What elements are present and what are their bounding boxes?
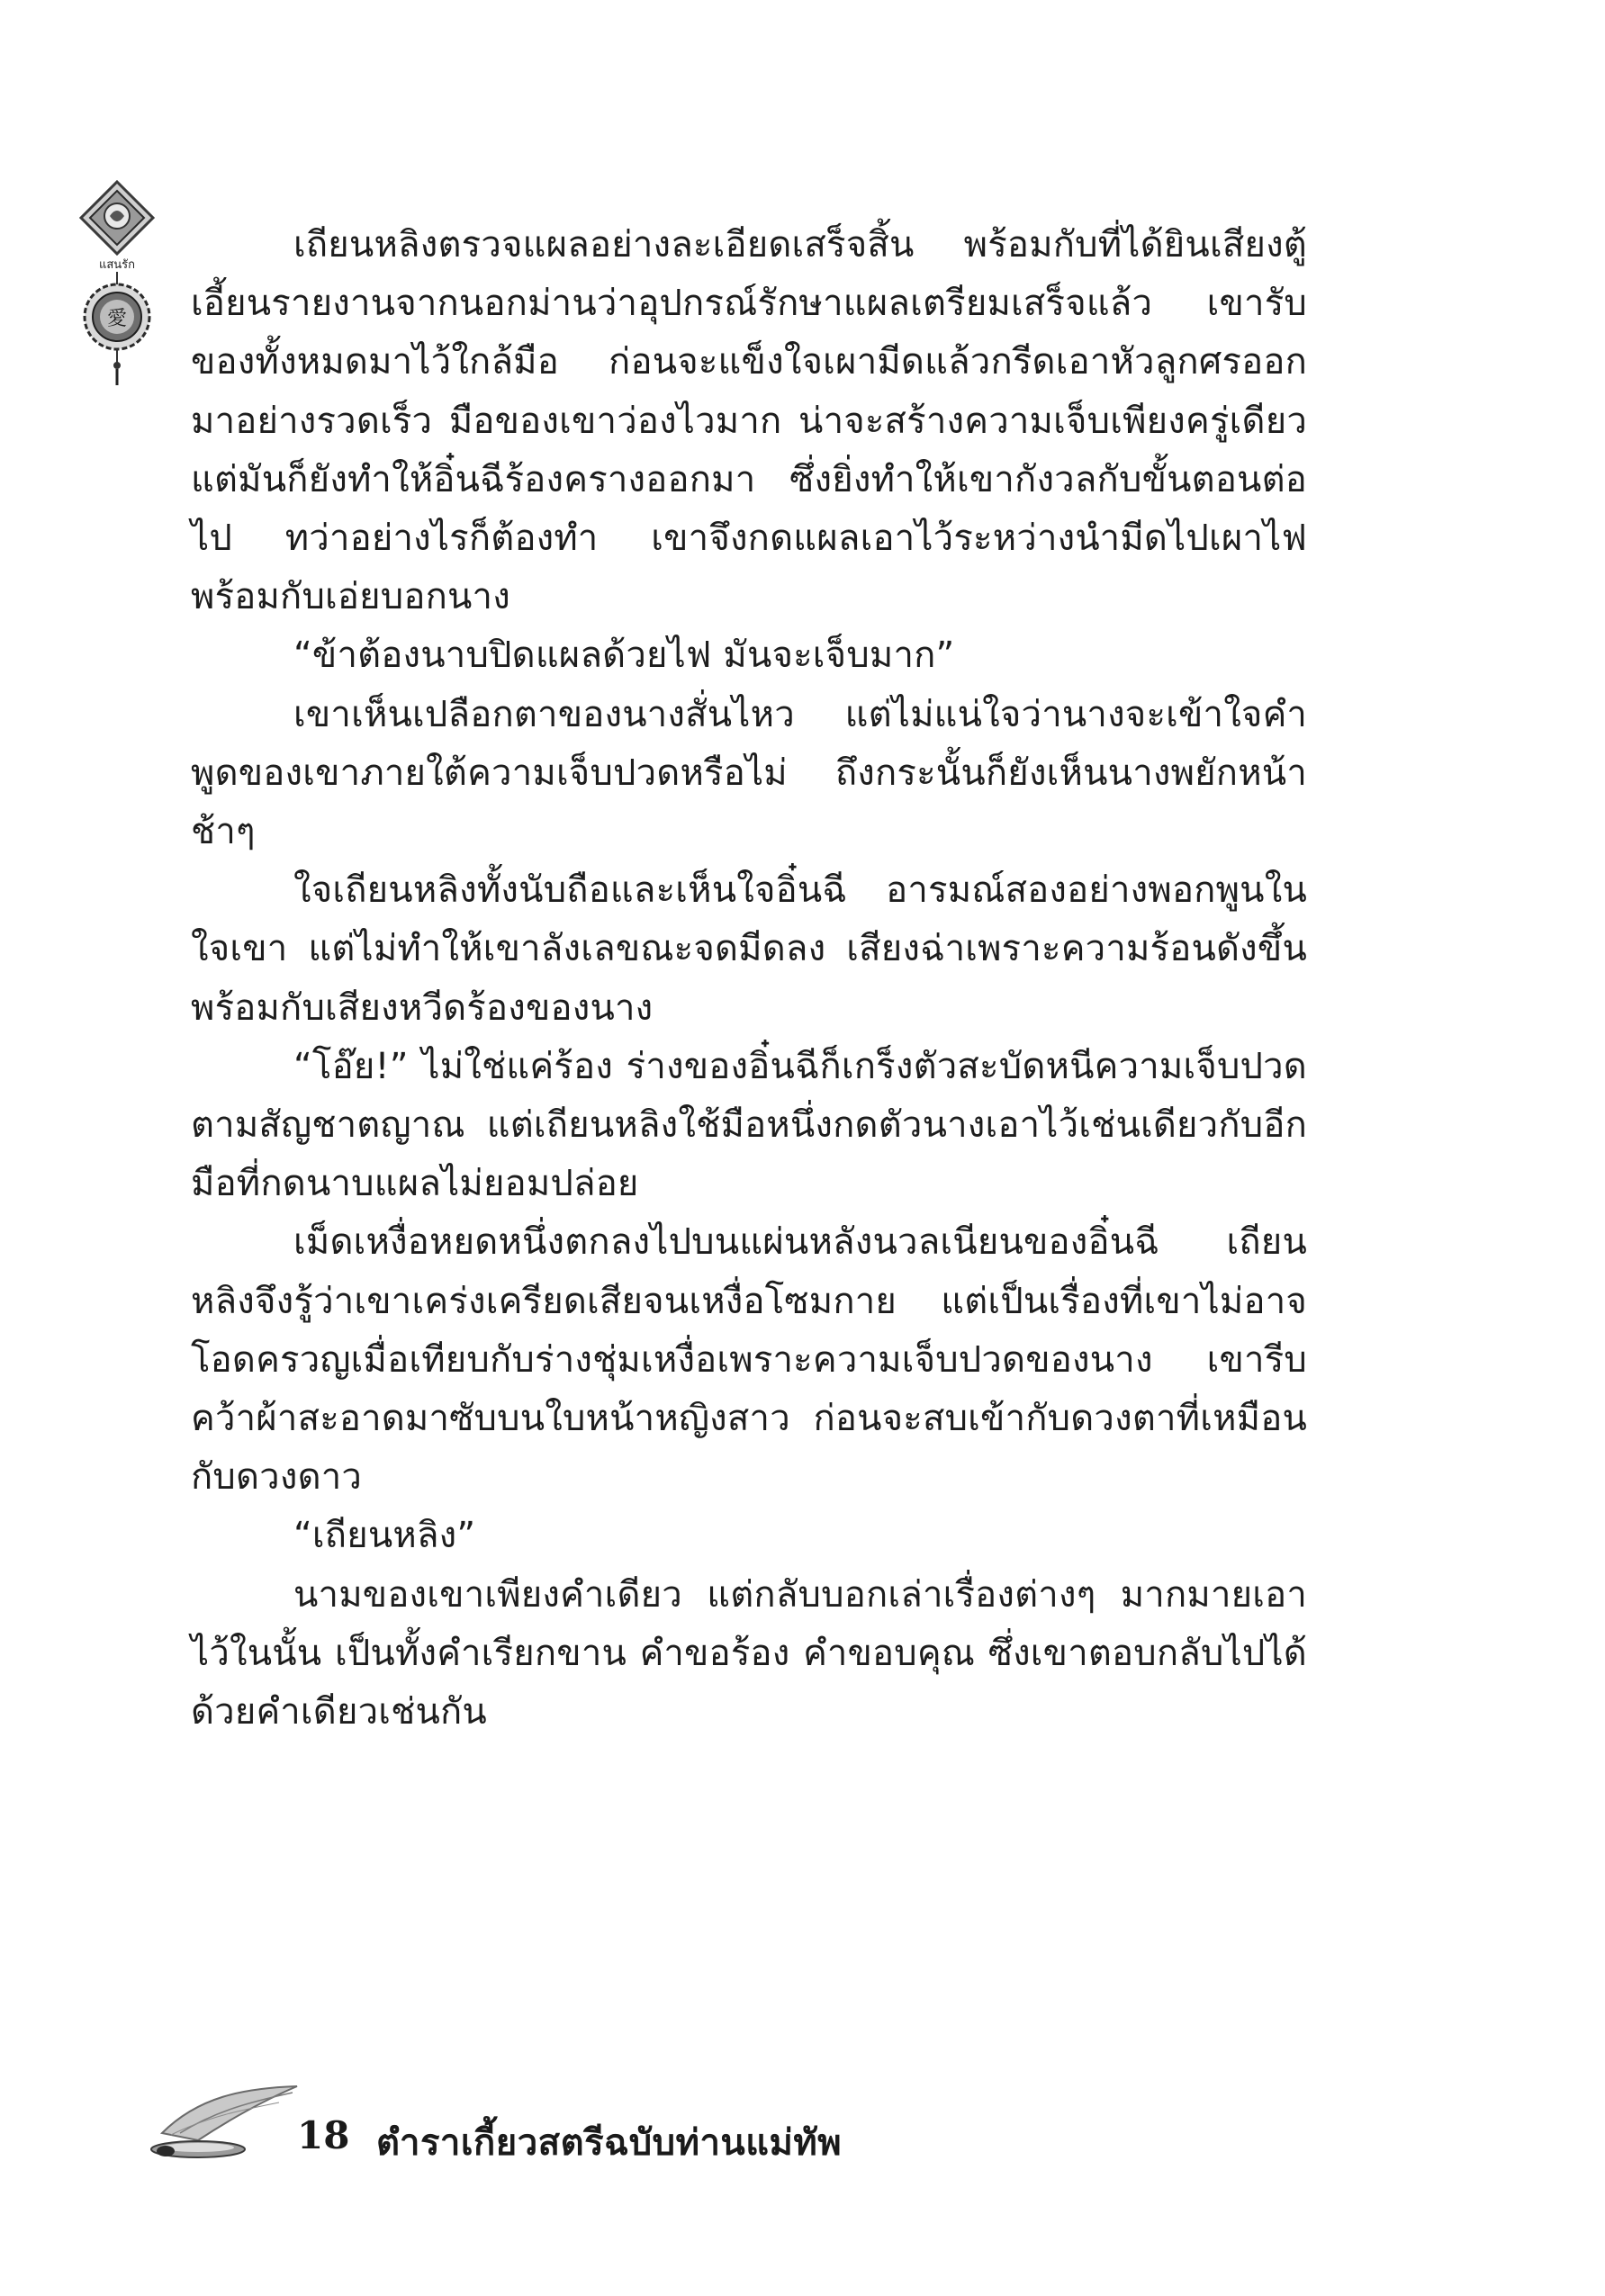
running-book-title: ตำราเกี้ยวสตรีฉบับท่านแม่ทัพ bbox=[376, 2121, 843, 2164]
paragraph-8: นามของเขาเพียงคำเดียว แต่กลับบอกเล่าเรื่องต่างๆ มากมายเอาไว้ในนั้น เป็นทั้งคำเรียกขาน คำขอร้อง คำขอบคุณ ซึ่งเขาตอบกลับไปได้ด้วยคำเดียวเช่นกัน bbox=[191, 1573, 1307, 1733]
paragraph-6: เม็ดเหงื่อหยดหนึ่งตกลงไปบนแผ่นหลังนวลเนียนของอิ๋นฉี เถียนหลิงจึงรู้ว่าเขาเคร่งเครียดเสียจนเหงื่อโซมกาย แต่เป็นเรื่องที่เขาไม่อาจโอดครวญเมื่อเทียบกับร่างชุ่มเหงื่อเพราะความเจ็บปวดของนาง เขารีบคว้าผ้าสะอาดมาซับบนใบหน้าหญิงสาว ก่อนจะสบเข้ากับดวงตาที่เหมือนกับดวงดาว bbox=[191, 1221, 1307, 1499]
paragraph-2-dialogue: “ข้าต้องนาบปิดแผลด้วยไฟ มันจะเจ็บมาก” bbox=[293, 635, 955, 677]
round-seal-icon bbox=[85, 284, 149, 349]
page-footer bbox=[135, 2070, 1035, 2187]
paragraph-1: เถียนหลิงตรวจแผลอย่างละเอียดเสร็จสิ้น พร้อมกับที่ได้ยินเสียงตู้เอี้ยนรายงานจากนอกม่านว่าอุปกรณ์รักษาแผลเตรียมเสร็จแล้ว เขารับของทั้งหมดมาไว้ใกล้มือ ก่อนจะแข็งใจเผามีดแล้วกรีดเอาหัวลูกศรออกมาอย่างรวดเร็ว มือของเขาว่องไวมาก น่าจะสร้างความเจ็บเพียงครู่เดียว แต่มันก็ยังทำให้อิ๋นฉีร้องครางออกมา ซึ่งยิ่งทำให้เขากังวลกับขั้นตอนต่อไป ทว่าอย่างไรก็ต้องทำ เขาจึงกดแผลเอาไว้ระหว่างนำมีดไปเผาไฟ พร้อมกับเอ่ยบอกนาง bbox=[191, 224, 1307, 618]
diamond-medallion-icon bbox=[81, 182, 153, 254]
seal-character: 愛 bbox=[106, 308, 128, 330]
paragraph-4: ใจเถียนหลิงทั้งนับถือและเห็นใจอิ๋นฉี อารมณ์สองอย่างพอกพูนในใจเขา แต่ไม่ทำให้เขาลังเลขณะจดมีดลง เสียงฉ่าเพราะความร้อนดังขึ้นพร้อมกับเสียงหวีดร้องของนาง bbox=[191, 869, 1307, 1029]
chapter-text bbox=[191, 216, 1307, 1742]
paragraph-5: “โอ๊ย!” ไม่ใช่แค่ร้อง ร่างของอิ๋นฉีก็เกร็งตัวสะบัดหนีความเจ็บปวดตามสัญชาตญาณ แต่เถียนหลิงใช้มือหนึ่งกดตัวนางเอาไว้เช่นเดียวกับอีกมือที่กดนาบแผลไม่ยอมปล่อย bbox=[191, 1045, 1307, 1205]
paragraph-3: เขาเห็นเปลือกตาของนางสั่นไหว แต่ไม่แน่ใจว่านางจะเข้าใจคำพูดของเขาภายใต้ความเจ็บปวดหรือไม่ ถึงกระนั้นก็ยังเห็นนางพยักหน้าช้าๆ bbox=[191, 693, 1307, 853]
paragraph-7-dialogue: “เถียนหลิง” bbox=[293, 1515, 476, 1557]
emblem-label: แสนรัก bbox=[98, 258, 136, 272]
hanging-ornament-emblem bbox=[74, 180, 160, 387]
page-number: 18 bbox=[297, 2113, 350, 2157]
